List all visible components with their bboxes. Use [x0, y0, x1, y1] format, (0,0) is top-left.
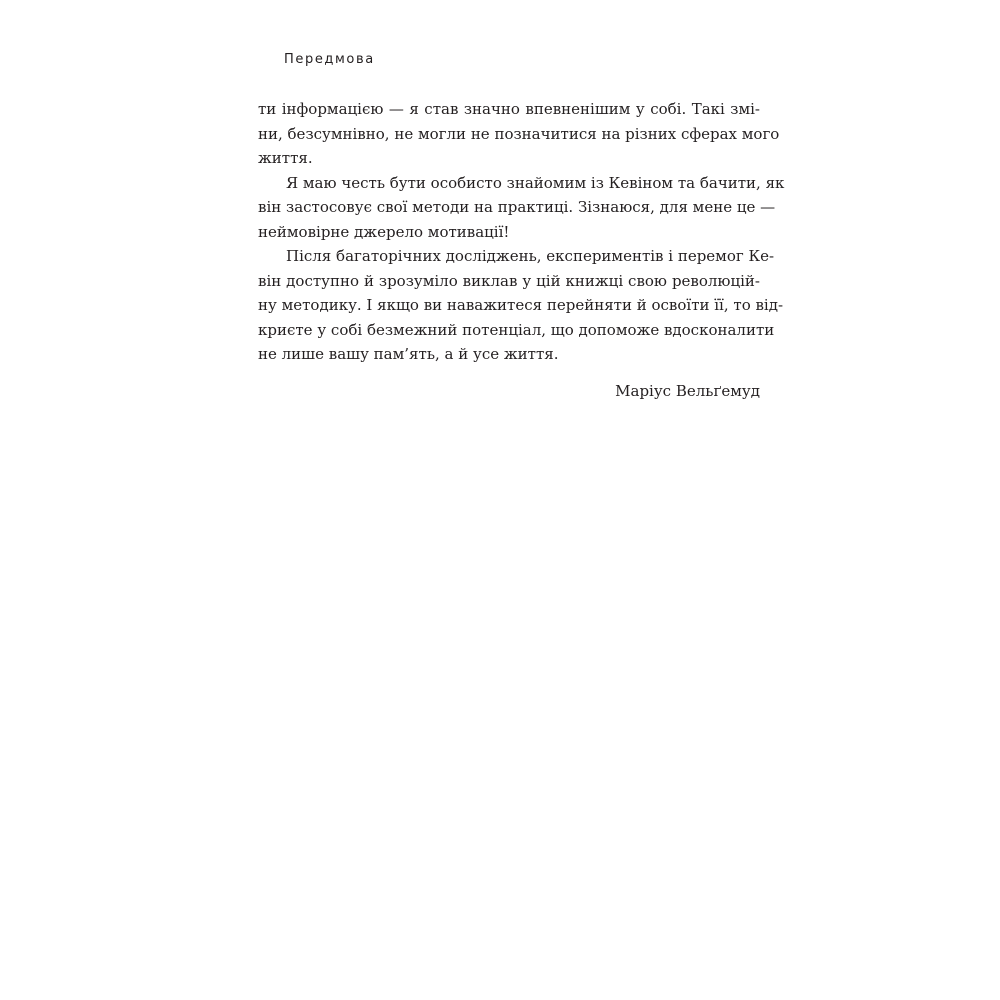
body-text [258, 97, 785, 367]
text-line: Я маю честь бути особисто знайомим із Кевіном та бачити, як [286, 173, 785, 192]
text-line: ти інформацією — я став значно впевненішим у собі. Такі змі- [258, 100, 760, 118]
text-line: криєте у собі безмежний потенціал, що допоможе вдосконалити [258, 320, 775, 339]
text-line: неймовірне джерело мотивації! [258, 222, 510, 241]
text-line: не лише вашу пам’ять, а й усе життя. [258, 345, 559, 363]
text-line: він доступно й зрозуміло виклав у цій книжці свою революцій- [258, 271, 760, 290]
paragraph-1 [258, 97, 780, 171]
text-line: ну методику. І якщо ви наважитеся перейняти й освоїти її, то від- [258, 296, 784, 314]
text-line: Після багаторічних досліджень, експериментів і перемог Ке- [286, 247, 775, 265]
text-line: він застосовує свої методи на практиці. Зізнаюся, для мене це — [258, 198, 776, 216]
paragraph-3 [258, 244, 784, 367]
running-head: Передмова [284, 52, 375, 67]
text-line: ни, безсумнівно, не могли не позначитися на різних сферах мого [258, 124, 780, 143]
author-signature: Маріус Вельґемуд [615, 382, 760, 400]
paragraph-2 [258, 171, 785, 245]
text-line: життя. [258, 149, 313, 167]
